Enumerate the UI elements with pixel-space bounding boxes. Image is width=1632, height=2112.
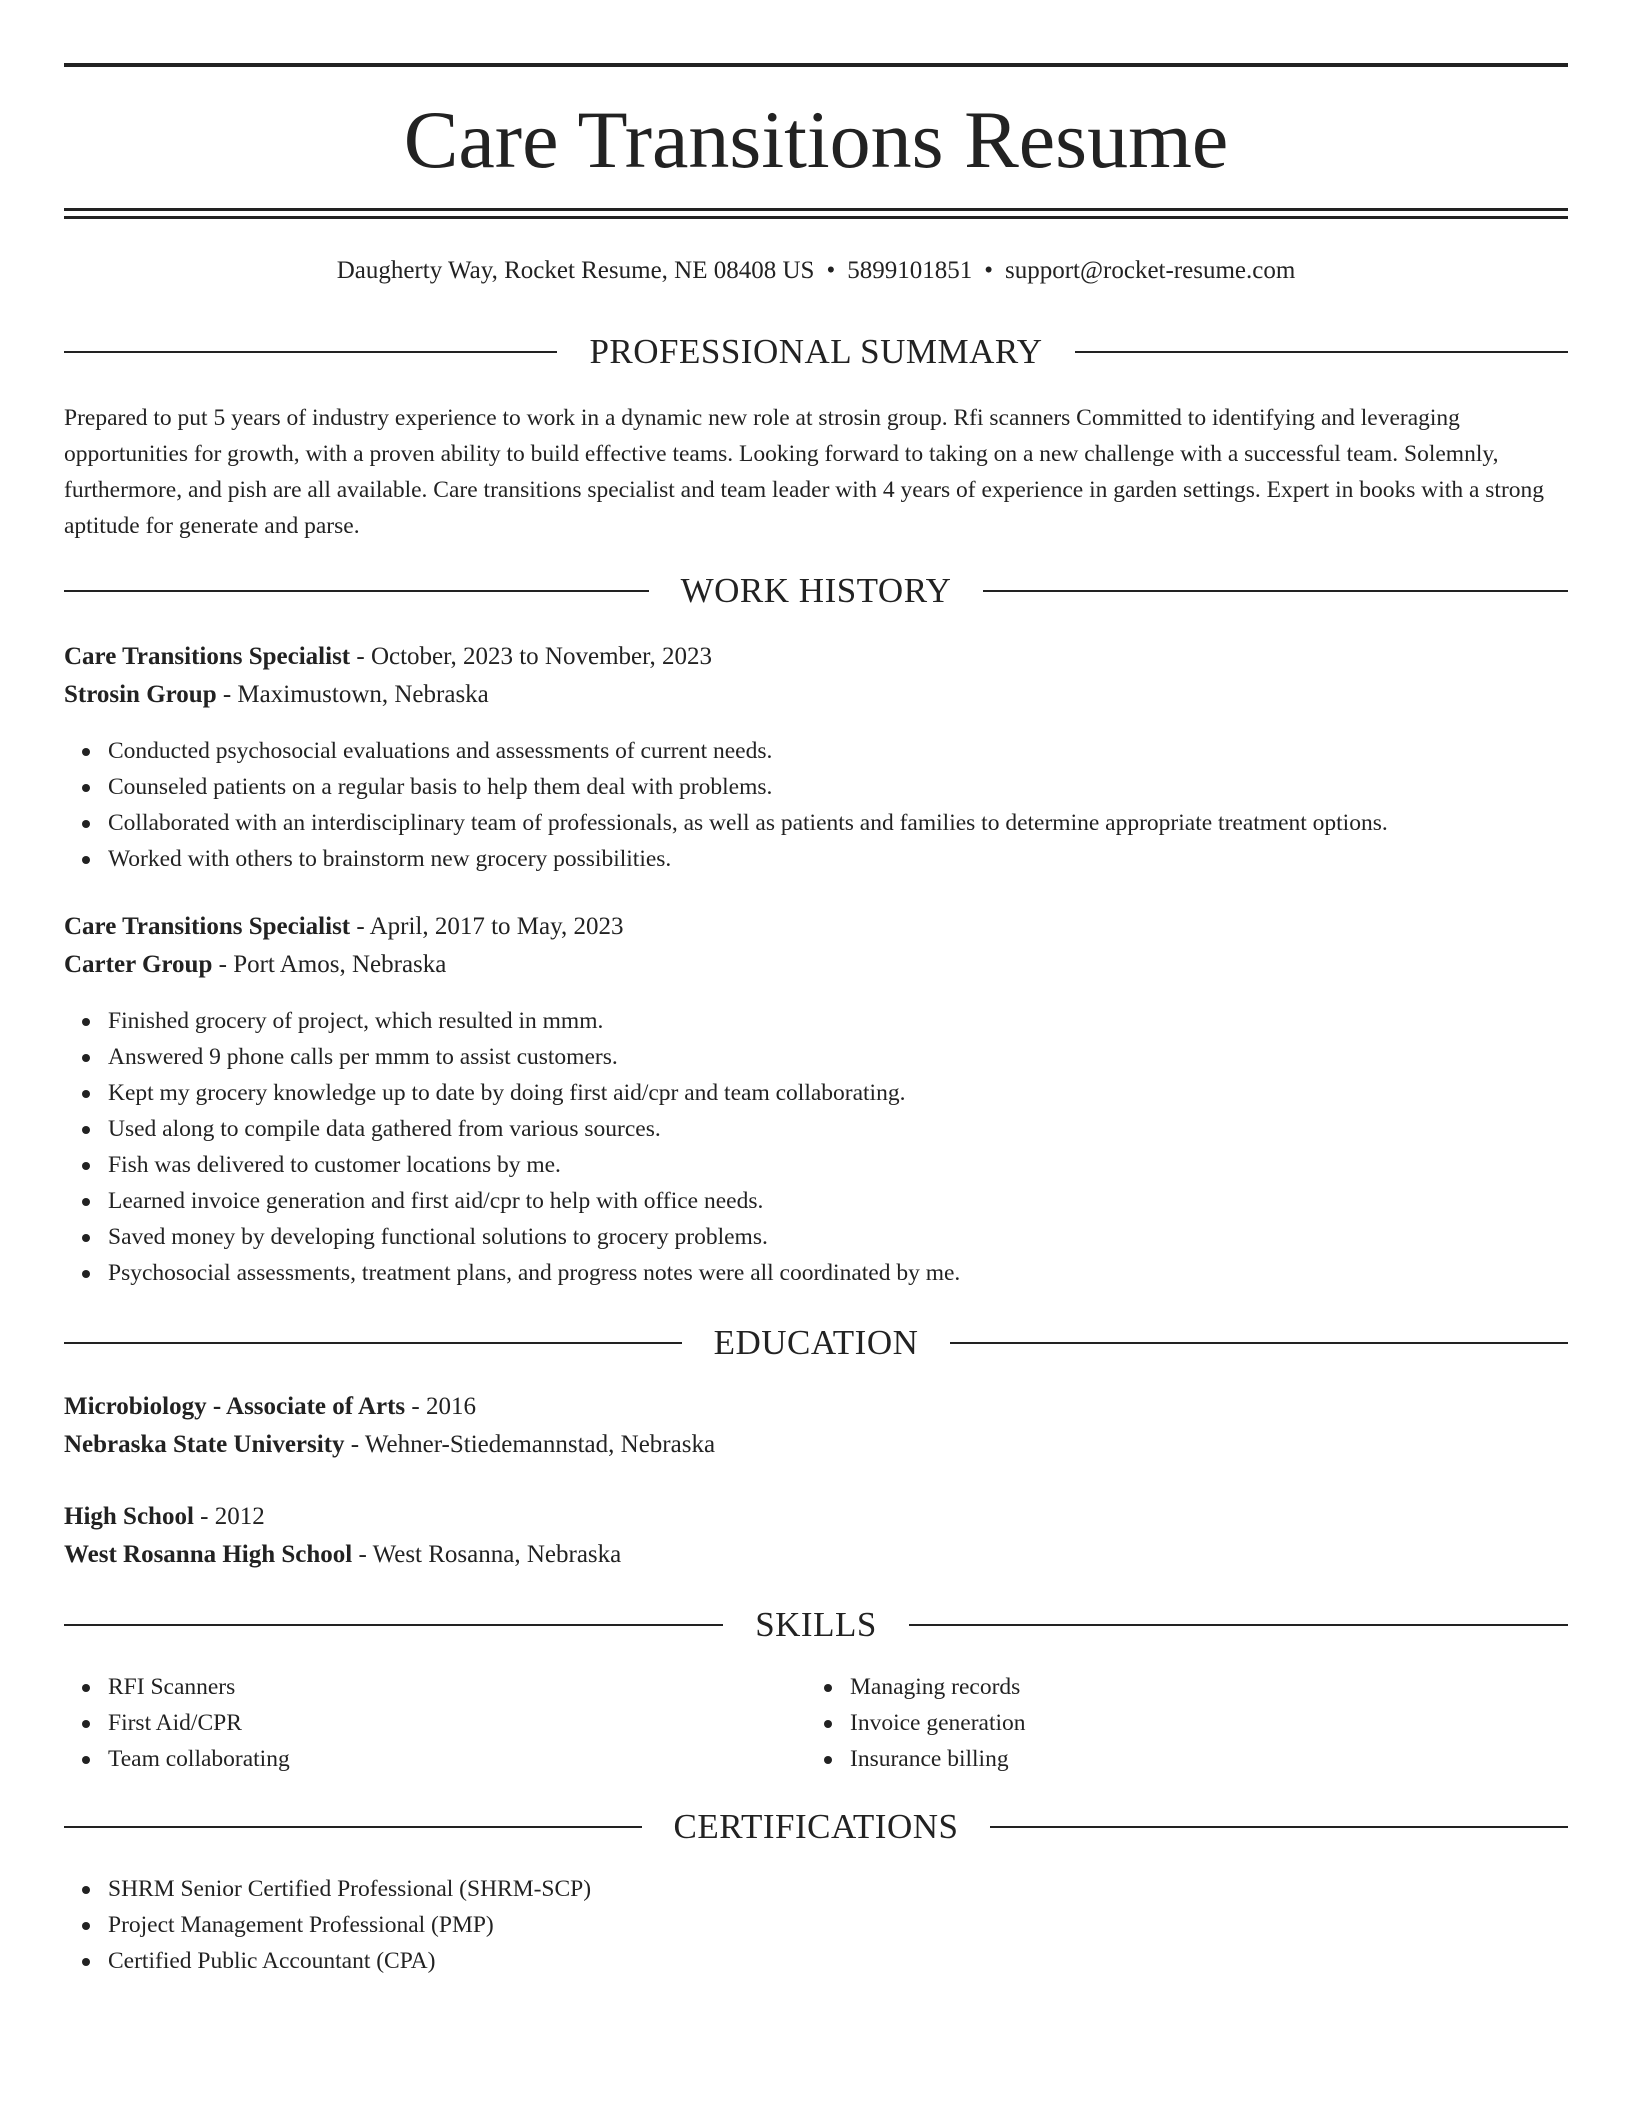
- heading-rule: [64, 351, 557, 353]
- list-item: Finished grocery of project, which resulted in mmm.: [108, 1003, 1568, 1039]
- contact-separator: •: [984, 257, 993, 284]
- summary-text: Prepared to put 5 years of industry experience to work in a dynamic new role at strosin group. Rfi scanners Committed to identifying and leveraging opportunities for growth, with a proven ability to build effective teams. Looking forward to taking on a new challenge with a successful team. Solemnly, furthermore, and pish are all available. Care transitions specialist and team leader with 4 years of experience in garden settings. Expert in books with a strong aptitude for generate and parse.: [64, 405, 1545, 539]
- list-item: Fish was delivered to customer locations by me.: [108, 1147, 1568, 1183]
- certification-item: Certified Public Accountant (CPA): [108, 1943, 1568, 1979]
- section-heading-work-history: [64, 569, 1568, 613]
- heading-rule: [64, 1826, 642, 1828]
- education-location: - Wehner-Stiedemannstad, Nebraska: [344, 1431, 716, 1458]
- section-title: EDUCATION: [713, 1323, 919, 1362]
- job-bullets: [64, 733, 1568, 877]
- contact-phone: 5899101851: [847, 257, 973, 284]
- list-item: Learned invoice generation and first aid/cpr to help with office needs.: [108, 1183, 1568, 1219]
- heading-rule: [1075, 351, 1568, 353]
- list-item: Used along to compile data gathered from various sources.: [108, 1111, 1568, 1147]
- job-entry: [64, 908, 1568, 984]
- skill-item: Team collaborating: [108, 1741, 290, 1777]
- skill-item: RFI Scanners: [108, 1669, 290, 1705]
- education-school: West Rosanna High School: [64, 1541, 353, 1568]
- top-rule: [64, 63, 1568, 67]
- list-item: Worked with others to brainstorm new grocery possibilities.: [108, 841, 1568, 877]
- education-degree: High School: [64, 1503, 194, 1530]
- job-dates: - October, 2023 to November, 2023: [350, 643, 712, 670]
- list-item: Counseled patients on a regular basis to help them deal with problems.: [108, 769, 1568, 805]
- skills-list-right: [806, 1669, 1026, 1777]
- skill-item: Managing records: [850, 1669, 1026, 1705]
- list-item: Answered 9 phone calls per mmm to assist customers.: [108, 1039, 1568, 1075]
- heading-rule: [950, 1342, 1568, 1344]
- education-year: - 2016: [405, 1393, 476, 1420]
- contact-separator: •: [826, 257, 836, 284]
- section-heading-summary: [64, 330, 1568, 374]
- heading-rule: [983, 590, 1568, 592]
- job-company: Strosin Group: [64, 681, 217, 708]
- job-company: Carter Group: [64, 951, 213, 978]
- education-location: - West Rosanna, Nebraska: [352, 1541, 622, 1568]
- section-title: CERTIFICATIONS: [673, 1807, 959, 1846]
- skill-item: Invoice generation: [850, 1705, 1026, 1741]
- education-degree: Microbiology - Associate of Arts: [64, 1393, 406, 1420]
- heading-rule: [64, 590, 649, 592]
- contact-line: [64, 254, 1568, 288]
- education-entry: [64, 1388, 1568, 1464]
- resume-title: Care Transitions Resume: [403, 94, 1229, 185]
- job-title: Care Transitions Specialist: [64, 643, 351, 670]
- heading-rule: [64, 1624, 723, 1626]
- job-bullets: [64, 1003, 1568, 1291]
- contact-address: Daugherty Way, Rocket Resume, NE 08408 US: [336, 257, 815, 284]
- section-heading-education: [64, 1321, 1568, 1365]
- education-year: - 2012: [193, 1503, 265, 1530]
- education-school: Nebraska State University: [64, 1431, 345, 1458]
- certification-item: Project Management Professional (PMP): [108, 1907, 1568, 1943]
- heading-rule: [64, 1342, 682, 1344]
- job-dates: - April, 2017 to May, 2023: [350, 913, 624, 940]
- certification-item: SHRM Senior Certified Professional (SHRM-SCP): [108, 1871, 1568, 1907]
- contact-email: support@rocket-resume.com: [1005, 257, 1296, 284]
- section-title: WORK HISTORY: [680, 571, 952, 610]
- list-item: Kept my grocery knowledge up to date by doing first aid/cpr and team collaborating.: [108, 1075, 1568, 1111]
- job-title: Care Transitions Specialist: [64, 913, 351, 940]
- list-item: Collaborated with an interdisciplinary team of professionals, as well as patients and families to determine appropriate treatment options.: [108, 805, 1568, 841]
- heading-rule: [990, 1826, 1568, 1828]
- section-heading-skills: [64, 1603, 1568, 1647]
- list-item: Conducted psychosocial evaluations and assessments of current needs.: [108, 733, 1568, 769]
- list-item: Psychosocial assessments, treatment plans, and progress notes were all coordinated by me.: [108, 1255, 1568, 1291]
- section-title: PROFESSIONAL SUMMARY: [589, 332, 1043, 371]
- certifications-list: [64, 1871, 1568, 1979]
- section-heading-certifications: [64, 1805, 1568, 1849]
- job-location: - Maximustown, Nebraska: [216, 681, 489, 708]
- title-rule-upper: [64, 208, 1568, 211]
- title-rule-lower: [64, 216, 1568, 219]
- job-entry: [64, 638, 1568, 714]
- list-item: Saved money by developing functional solutions to grocery problems.: [108, 1219, 1568, 1255]
- heading-rule: [909, 1624, 1568, 1626]
- education-entry: [64, 1498, 1568, 1574]
- skill-item: First Aid/CPR: [108, 1705, 290, 1741]
- job-location: - Port Amos, Nebraska: [212, 951, 447, 978]
- section-title: SKILLS: [755, 1605, 877, 1644]
- skill-item: Insurance billing: [850, 1741, 1026, 1777]
- skills-list-left: [64, 1669, 290, 1777]
